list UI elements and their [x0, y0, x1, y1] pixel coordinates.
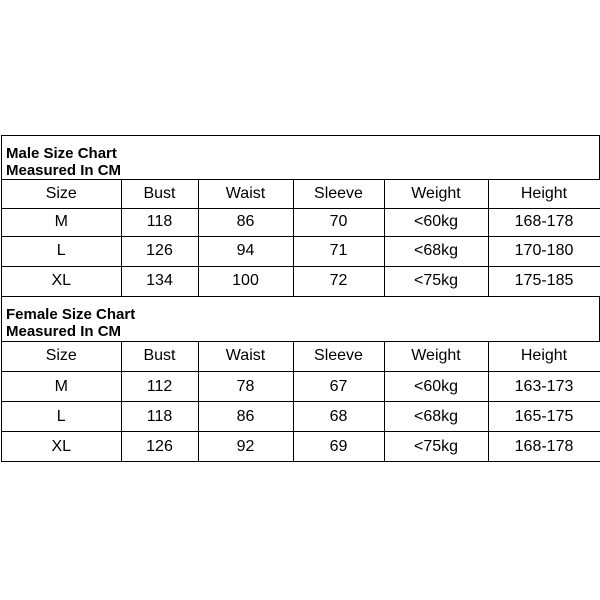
male-header-height: Height	[488, 180, 600, 208]
female-title-line1: Female Size Chart	[6, 305, 136, 323]
female-header-row	[2, 342, 600, 372]
female-l-height: 165-175	[488, 402, 600, 432]
male-l-weight: <68kg	[384, 236, 488, 266]
male-title-line1: Male Size Chart	[6, 145, 117, 162]
male-xl-bust: 134	[121, 266, 198, 296]
female-section-title	[2, 297, 600, 342]
female-header-weight: Weight	[384, 342, 488, 372]
male-section-title	[2, 136, 600, 180]
female-header-waist: Waist	[198, 342, 293, 372]
male-l-sleeve: 71	[293, 236, 384, 266]
male-header-waist: Waist	[198, 180, 293, 208]
female-m-weight: <60kg	[384, 372, 488, 402]
male-l-size: L	[2, 236, 121, 266]
male-xl-waist: 100	[198, 266, 293, 296]
male-xl-size: XL	[2, 266, 121, 296]
female-size-table	[2, 342, 600, 463]
table-row	[2, 372, 600, 402]
female-m-height: 163-173	[488, 372, 600, 402]
female-xl-bust: 126	[121, 432, 198, 462]
table-row	[2, 208, 600, 236]
female-xl-height: 168-178	[488, 432, 600, 462]
male-header-row	[2, 180, 600, 208]
female-l-bust: 118	[121, 402, 198, 432]
male-header-sleeve: Sleeve	[293, 180, 384, 208]
female-l-sleeve: 68	[293, 402, 384, 432]
male-xl-height: 175-185	[488, 266, 600, 296]
female-m-waist: 78	[198, 372, 293, 402]
male-header-bust: Bust	[121, 180, 198, 208]
male-l-height: 170-180	[488, 236, 600, 266]
male-header-size: Size	[2, 180, 121, 208]
male-xl-weight: <75kg	[384, 266, 488, 296]
male-m-height: 168-178	[488, 208, 600, 236]
female-l-weight: <68kg	[384, 402, 488, 432]
female-xl-waist: 92	[198, 432, 293, 462]
male-header-weight: Weight	[384, 180, 488, 208]
female-header-size: Size	[2, 342, 121, 372]
female-m-size: M	[2, 372, 121, 402]
male-m-sleeve: 70	[293, 208, 384, 236]
size-chart-sheet	[1, 135, 600, 462]
female-title-line2: Measured In CM	[6, 322, 122, 340]
female-l-size: L	[2, 402, 121, 432]
male-m-bust: 118	[121, 208, 198, 236]
female-xl-size: XL	[2, 432, 121, 462]
female-xl-sleeve: 69	[293, 432, 384, 462]
table-row	[2, 266, 600, 296]
female-l-waist: 86	[198, 402, 293, 432]
female-xl-weight: <75kg	[384, 432, 488, 462]
female-header-bust: Bust	[121, 342, 198, 372]
male-xl-sleeve: 72	[293, 266, 384, 296]
male-size-table	[2, 180, 600, 297]
male-title-line2: Measured In CM	[6, 162, 122, 179]
table-row	[2, 432, 600, 462]
male-m-weight: <60kg	[384, 208, 488, 236]
male-m-size: M	[2, 208, 121, 236]
female-header-sleeve: Sleeve	[293, 342, 384, 372]
female-m-bust: 112	[121, 372, 198, 402]
male-l-waist: 94	[198, 236, 293, 266]
male-m-waist: 86	[198, 208, 293, 236]
female-header-height: Height	[488, 342, 600, 372]
table-row	[2, 236, 600, 266]
female-m-sleeve: 67	[293, 372, 384, 402]
table-row	[2, 402, 600, 432]
male-l-bust: 126	[121, 236, 198, 266]
